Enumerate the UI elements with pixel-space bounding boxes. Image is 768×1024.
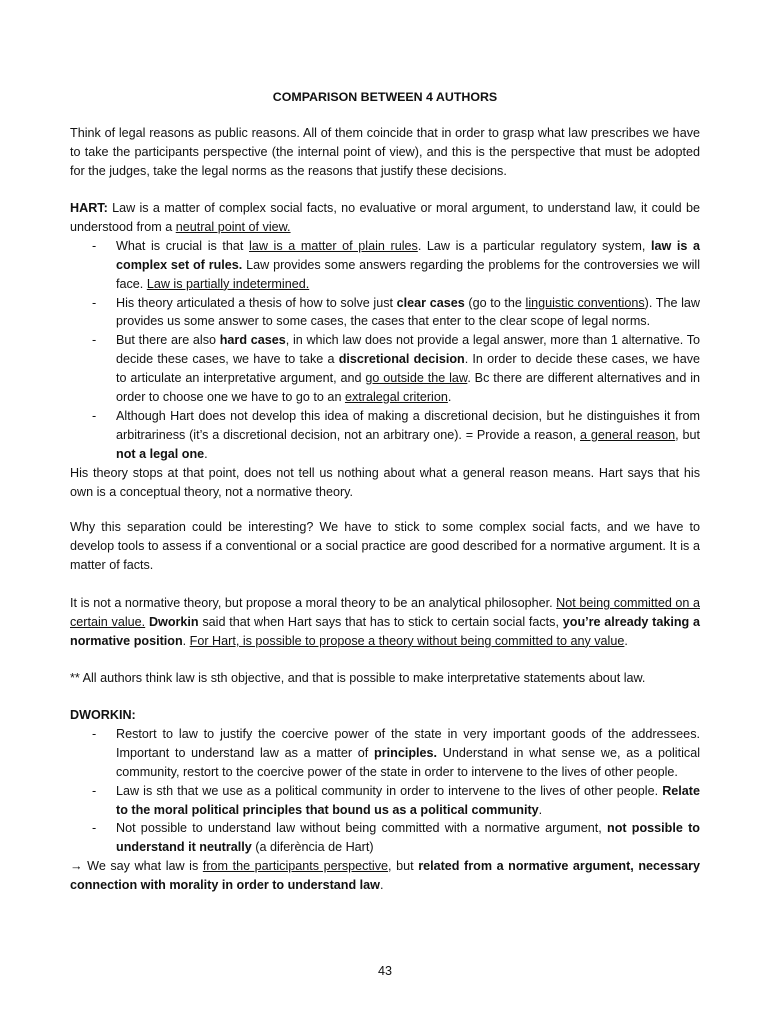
underlined-text: Not being committed on a certain value. xyxy=(70,596,700,629)
text-run: . Law is a particular regulatory system, xyxy=(417,238,651,253)
underlined-text: go outside the law xyxy=(365,371,468,386)
text-run: ** All authors think law is sth objective, and that is possible to make interpretative statements about law. xyxy=(70,671,646,685)
bold-text: HART: xyxy=(70,201,108,215)
list-item xyxy=(70,237,700,294)
text-run: What is crucial is that xyxy=(116,238,250,253)
authors-note xyxy=(70,669,700,688)
text-run: , but xyxy=(388,859,419,874)
hart-bullet-list xyxy=(70,237,700,464)
text-run: (go to the xyxy=(464,295,526,310)
text-run: Law provides some answers regarding the problems for the controversies we will face. xyxy=(116,257,701,291)
text-run: . xyxy=(204,446,208,461)
page-number: 43 xyxy=(377,964,392,978)
underlined-text: linguistic conventions xyxy=(525,295,645,310)
text-run: → We say what law is xyxy=(70,859,203,874)
list-item xyxy=(70,407,700,464)
bold-text: you’re already taking a normative position xyxy=(70,614,701,648)
text-run: His theory stops at that point, does not tell us nothing about what a general reason means. Hart says that his own is a conceptual theory, not a normative theory. xyxy=(70,465,700,499)
document-page xyxy=(70,0,700,1024)
text-run: Although Hart does not develop this idea of making a discretional decision, but he distinguishes it from arbitrariness (it’s a discretional decision, not an arbitrary one). = Provide a reason, xyxy=(116,408,700,442)
text-run: . xyxy=(379,878,384,893)
hart-closing-paragraph xyxy=(70,464,700,502)
underlined-text: Law is partially indetermined. xyxy=(146,276,310,291)
text-run: . xyxy=(624,633,628,648)
text-run: , but xyxy=(675,427,700,442)
text-run: Not possible to understand law without being committed with a normative argument, xyxy=(116,821,607,836)
hart-lead-paragraph xyxy=(70,199,700,237)
hart-section xyxy=(70,199,700,502)
text-run: (a diferència de Hart) xyxy=(251,840,374,855)
list-item xyxy=(70,819,700,857)
text-run: But there are also xyxy=(116,333,220,348)
bold-text: related from a normative argument, necessary connection with morality in order to understand law xyxy=(70,859,700,893)
page-title: COMPARISON BETWEEN 4 AUTHORS xyxy=(272,90,498,104)
bold-text: discretional decision xyxy=(338,352,465,367)
bullet-dash: - xyxy=(92,821,97,836)
bullet-dash: - xyxy=(92,333,97,348)
bullet-dash: - xyxy=(92,408,97,423)
underlined-text: neutral point of view. xyxy=(175,219,291,234)
normative-paragraph xyxy=(70,594,700,651)
bullet-dash: - xyxy=(92,238,97,253)
bold-text: clear cases xyxy=(396,295,465,310)
bold-text: Dworkin xyxy=(148,614,199,629)
dworkin-bullet-list xyxy=(70,725,700,857)
underlined-text: extralegal criterion xyxy=(344,390,448,405)
text-run: It is not a normative theory, but propose a moral theory to be an analytical philosopher. xyxy=(70,596,557,610)
text-run: . xyxy=(538,802,543,817)
text-run: Law is a matter of complex social facts, no evaluative or moral argument, to understand law, it could be understood from a xyxy=(70,201,700,234)
text-run: , in which law does not provide a legal answer, more than 1 alternative. To decide these cases, we have to take a xyxy=(116,333,700,367)
underlined-text: a general reason xyxy=(580,427,676,442)
bold-text: not possible to understand it neutrally xyxy=(116,821,700,855)
underlined-text: from the participants perspective xyxy=(202,859,389,874)
text-run: said that when Hart says that has to stick to certain social facts, xyxy=(198,614,563,629)
text-run: . In order to decide these cases, we have to articulate an interpretative argument, and xyxy=(116,352,701,386)
separation-paragraph xyxy=(70,518,700,575)
dworkin-heading xyxy=(70,706,700,725)
intro-paragraph xyxy=(70,124,700,181)
dworkin-conclusion-paragraph xyxy=(70,857,700,895)
text-run: Understand in what sense we, as a political community, restort to the coercive power of the state in order to intervene to the lives of other people. xyxy=(116,745,700,779)
list-item xyxy=(70,294,700,332)
bullet-dash: - xyxy=(92,783,97,798)
bullet-dash: - xyxy=(92,295,97,310)
text-run: His theory articulated a thesis of how to solve just xyxy=(116,295,397,310)
bold-text: law is a complex set of rules. xyxy=(116,238,700,272)
underlined-text: law is a matter of plain rules xyxy=(249,238,418,253)
list-item xyxy=(70,725,700,782)
list-item xyxy=(70,782,700,820)
text-run: Restort to law to justify the coercive power of the state in very important goods of the addressees. Important to understand law as a matter of xyxy=(116,726,700,760)
bold-text: hard cases xyxy=(219,333,286,348)
text-run: . xyxy=(447,390,452,405)
bold-text: DWORKIN: xyxy=(70,708,136,722)
bold-text: principles. xyxy=(374,745,438,760)
text-run: . xyxy=(182,633,190,648)
text-run: . Bc there are different alternatives and in order to choose one we have to go to an xyxy=(116,371,701,405)
bullet-dash: - xyxy=(92,726,97,741)
bold-text: not a legal one xyxy=(116,446,205,461)
text-run: ). The law provides us some answer to some cases, the cases that enter to the clear scope of legal norms. xyxy=(116,295,701,329)
text-run: Think of legal reasons as public reasons. All of them coincide that in order to grasp what law prescribes we have to take the participants perspective (the internal point of view), and this is the perspective that must be adopted for the judges, take the legal norms as the reasons that justify these decisions. xyxy=(70,126,700,178)
bold-text: Relate to the moral political principles that bound us as a political community xyxy=(116,783,700,817)
text-run: Law is sth that we use as a political community in order to intervene to the lives of other people. xyxy=(116,783,663,798)
underlined-text: For Hart, is possible to propose a theory without being committed to any value xyxy=(189,633,625,648)
list-item xyxy=(70,331,700,407)
text-run: Why this separation could be interesting? We have to stick to some complex social facts, and we have to develop tools to assess if a conventional or a social practice are good described for a normative argument. It is a matter of facts. xyxy=(70,520,700,572)
dworkin-section xyxy=(70,706,700,895)
